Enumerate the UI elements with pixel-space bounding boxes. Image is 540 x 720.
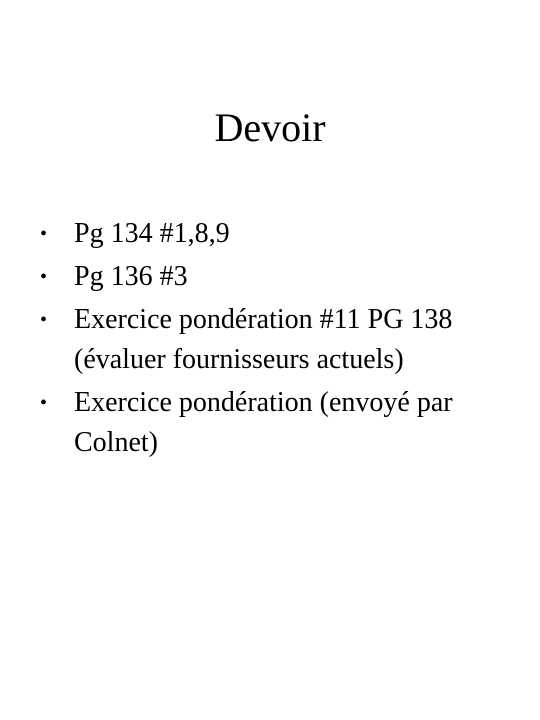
bullet-item [40,300,510,380]
bullet-text: Pg 134 #1,8,9 [74,218,230,249]
bullet-text: Pg 136 #3 [74,261,188,292]
bullet-dot-icon: • [40,223,48,245]
bullet-dot-icon: • [40,392,48,414]
bullet-dot-icon: • [40,266,48,288]
bullet-text: Exercice pondération #11 PG 138 (évaluer fournisseurs actuels) [74,304,453,375]
bullet-text: Exercice pondération (envoyé par Colnet) [74,387,453,458]
bullet-dot-icon: • [40,309,48,331]
slide-title: Devoir [214,105,326,150]
bullet-item [40,257,510,297]
bullet-item [40,214,510,254]
bullet-item [40,383,510,463]
bullet-list [40,214,510,466]
